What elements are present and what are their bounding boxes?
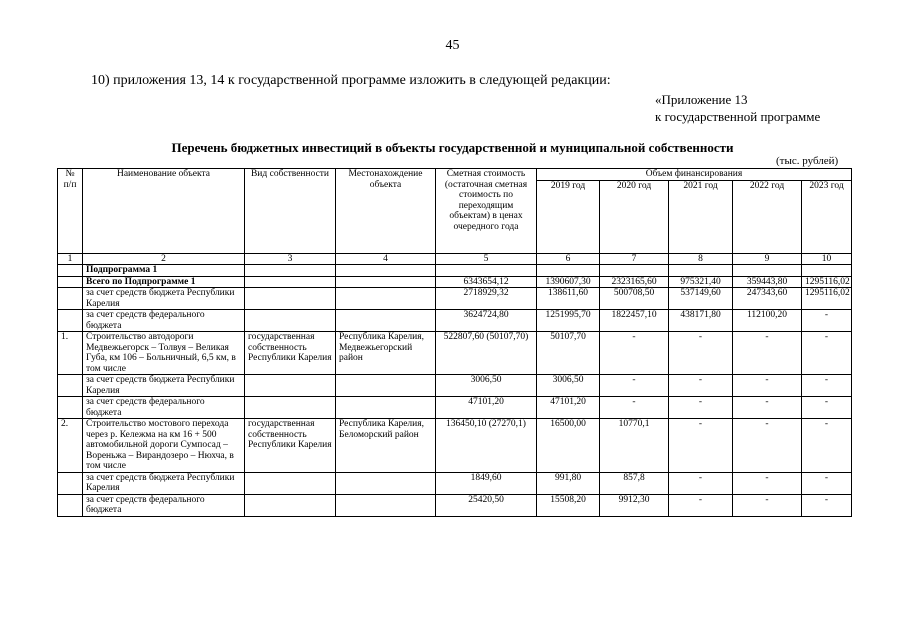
row-name: Строительство мостового перехода через р. Кележма на км 16 + 500 автомобильной дороги Сумпосад – Вореньжа – Вирандозеро – Нюхча, в том числе: [83, 419, 245, 473]
row-year-value: 537149,60: [669, 288, 733, 310]
row-year-value: -: [669, 494, 733, 516]
column-number: 3: [245, 253, 336, 265]
row-number: [58, 265, 83, 277]
row-ownership: государственная собственность Республики Карелия: [245, 419, 336, 473]
row-name: за счет средств федерального бюджета: [83, 494, 245, 516]
row-name: Всего по Подпрограмме 1: [83, 276, 245, 288]
row-location: [336, 375, 436, 397]
table-row: [58, 419, 852, 473]
header-funding: Объем финансирования: [537, 169, 852, 181]
row-year-value: -: [802, 375, 852, 397]
row-year-value: -: [733, 494, 802, 516]
row-year-value: -: [733, 332, 802, 375]
row-year-value: 247343,60: [733, 288, 802, 310]
row-cost: 47101,20: [436, 397, 537, 419]
row-name: Строительство автодороги Медвежьегорск – Толвуя – Великая Губа, км 106 – Больничный, 6,5 км, в том числе: [83, 332, 245, 375]
appendix-line-2: к государственной программе: [655, 109, 821, 124]
row-location: Республика Карелия, Медвежьегорский район: [336, 332, 436, 375]
table-row: [58, 397, 852, 419]
row-year-value: 15508,20: [537, 494, 600, 516]
row-year-value: 975321,40: [669, 276, 733, 288]
row-location: [336, 494, 436, 516]
investment-table: [57, 168, 852, 517]
header-cost: Сметная стоимость (остаточная сметная стоимость по переходящим объектам) в ценах очередного года: [436, 169, 537, 254]
header-num: № п/п: [58, 169, 83, 254]
row-ownership: [245, 276, 336, 288]
row-location: [336, 397, 436, 419]
row-year-value: -: [600, 375, 669, 397]
row-year-value: -: [733, 397, 802, 419]
row-year-value: -: [669, 375, 733, 397]
column-number: 5: [436, 253, 537, 265]
row-number: [58, 276, 83, 288]
row-location: [336, 288, 436, 310]
column-number: 8: [669, 253, 733, 265]
row-location: [336, 265, 436, 277]
row-year-value: -: [733, 472, 802, 494]
row-year-value: 47101,20: [537, 397, 600, 419]
row-year-value: -: [600, 332, 669, 375]
row-ownership: государственная собственность Республики Карелия: [245, 332, 336, 375]
row-name: за счет средств федерального бюджета: [83, 310, 245, 332]
row-name: за счет средств бюджета Республики Карелия: [83, 472, 245, 494]
row-year-value: 1295116,02: [802, 276, 852, 288]
row-year-value: 2323165,60: [600, 276, 669, 288]
row-year-value: 1295116,02: [802, 288, 852, 310]
row-number: [58, 288, 83, 310]
row-year-value: -: [802, 397, 852, 419]
row-cost: 136450,10 (27270,1): [436, 419, 537, 473]
row-year-value: 500708,50: [600, 288, 669, 310]
row-cost: 3624724,80: [436, 310, 537, 332]
row-cost: 25420,50: [436, 494, 537, 516]
row-ownership: [245, 288, 336, 310]
row-year-value: -: [802, 419, 852, 473]
row-year-value: -: [802, 494, 852, 516]
header-year: 2021 год: [669, 180, 733, 253]
row-year-value: [600, 265, 669, 277]
header-name: Наименование объекта: [83, 169, 245, 254]
row-ownership: [245, 494, 336, 516]
header-row-1: [58, 169, 852, 181]
row-ownership: [245, 397, 336, 419]
table-row: [58, 332, 852, 375]
row-name: за счет средств федерального бюджета: [83, 397, 245, 419]
row-year-value: -: [733, 375, 802, 397]
row-year-value: 3006,50: [537, 375, 600, 397]
row-year-value: -: [669, 472, 733, 494]
table-row: [58, 288, 852, 310]
row-name: за счет средств бюджета Республики Карелия: [83, 375, 245, 397]
row-ownership: [245, 472, 336, 494]
row-number: [58, 310, 83, 332]
row-year-value: -: [600, 397, 669, 419]
row-cost: 3006,50: [436, 375, 537, 397]
row-location: Республика Карелия, Беломорский район: [336, 419, 436, 473]
row-cost: 1849,60: [436, 472, 537, 494]
row-name: за счет средств бюджета Республики Карелия: [83, 288, 245, 310]
row-ownership: [245, 375, 336, 397]
row-cost: 522807,60 (50107,70): [436, 332, 537, 375]
column-number: 2: [83, 253, 245, 265]
row-number: [58, 472, 83, 494]
row-year-value: -: [802, 472, 852, 494]
header-ownership: Вид собственности: [245, 169, 336, 254]
table-row: [58, 494, 852, 516]
row-year-value: [733, 265, 802, 277]
row-year-value: 438171,80: [669, 310, 733, 332]
row-number: [58, 397, 83, 419]
row-location: [336, 472, 436, 494]
units-label: (тыс. рублей): [776, 155, 839, 167]
appendix-reference: [655, 91, 820, 125]
row-number: 1.: [58, 332, 83, 375]
table-row: [58, 265, 852, 277]
table-row: [58, 375, 852, 397]
row-cost: 2718929,32: [436, 288, 537, 310]
document-title: Перечень бюджетных инвестиций в объекты государственной и муниципальной собственности: [171, 140, 734, 155]
header-location: Местонахождение объекта: [336, 169, 436, 254]
column-number: 10: [802, 253, 852, 265]
row-year-value: [669, 265, 733, 277]
header-year: 2023 год: [802, 180, 852, 253]
row-year-value: -: [802, 310, 852, 332]
row-year-value: 112100,20: [733, 310, 802, 332]
header-year: 2020 год: [600, 180, 669, 253]
row-year-value: 991,80: [537, 472, 600, 494]
row-ownership: [245, 310, 336, 332]
table-row: [58, 310, 852, 332]
row-year-value: [802, 265, 852, 277]
row-year-value: 1822457,10: [600, 310, 669, 332]
row-year-value: -: [669, 397, 733, 419]
row-number: 2.: [58, 419, 83, 473]
table-row: [58, 276, 852, 288]
row-location: [336, 276, 436, 288]
appendix-line-1: «Приложение 13: [655, 92, 748, 107]
header-year: 2019 год: [537, 180, 600, 253]
row-year-value: 16500,00: [537, 419, 600, 473]
row-year-value: 359443,80: [733, 276, 802, 288]
column-number: 7: [600, 253, 669, 265]
row-year-value: -: [669, 419, 733, 473]
row-location: [336, 310, 436, 332]
row-year-value: 1390607,30: [537, 276, 600, 288]
row-year-value: 9912,30: [600, 494, 669, 516]
intro-paragraph: 10) приложения 13, 14 к государственной программе изложить в следующей редакции:: [91, 73, 611, 88]
row-year-value: 50107,70: [537, 332, 600, 375]
table-row: [58, 472, 852, 494]
column-number-row: [58, 253, 852, 265]
row-year-value: 1251995,70: [537, 310, 600, 332]
row-year-value: 857,8: [600, 472, 669, 494]
row-year-value: -: [802, 332, 852, 375]
row-number: [58, 494, 83, 516]
row-year-value: [537, 265, 600, 277]
row-cost: 6343654,12: [436, 276, 537, 288]
row-year-value: 10770,1: [600, 419, 669, 473]
row-ownership: [245, 265, 336, 277]
row-cost: [436, 265, 537, 277]
row-name: Подпрограмма 1: [83, 265, 245, 277]
column-number: 9: [733, 253, 802, 265]
row-year-value: -: [733, 419, 802, 473]
row-number: [58, 375, 83, 397]
row-year-value: 138611,60: [537, 288, 600, 310]
row-year-value: -: [669, 332, 733, 375]
page-number: 45: [445, 38, 460, 53]
column-number: 4: [336, 253, 436, 265]
header-year: 2022 год: [733, 180, 802, 253]
column-number: 1: [58, 253, 83, 265]
column-number: 6: [537, 253, 600, 265]
